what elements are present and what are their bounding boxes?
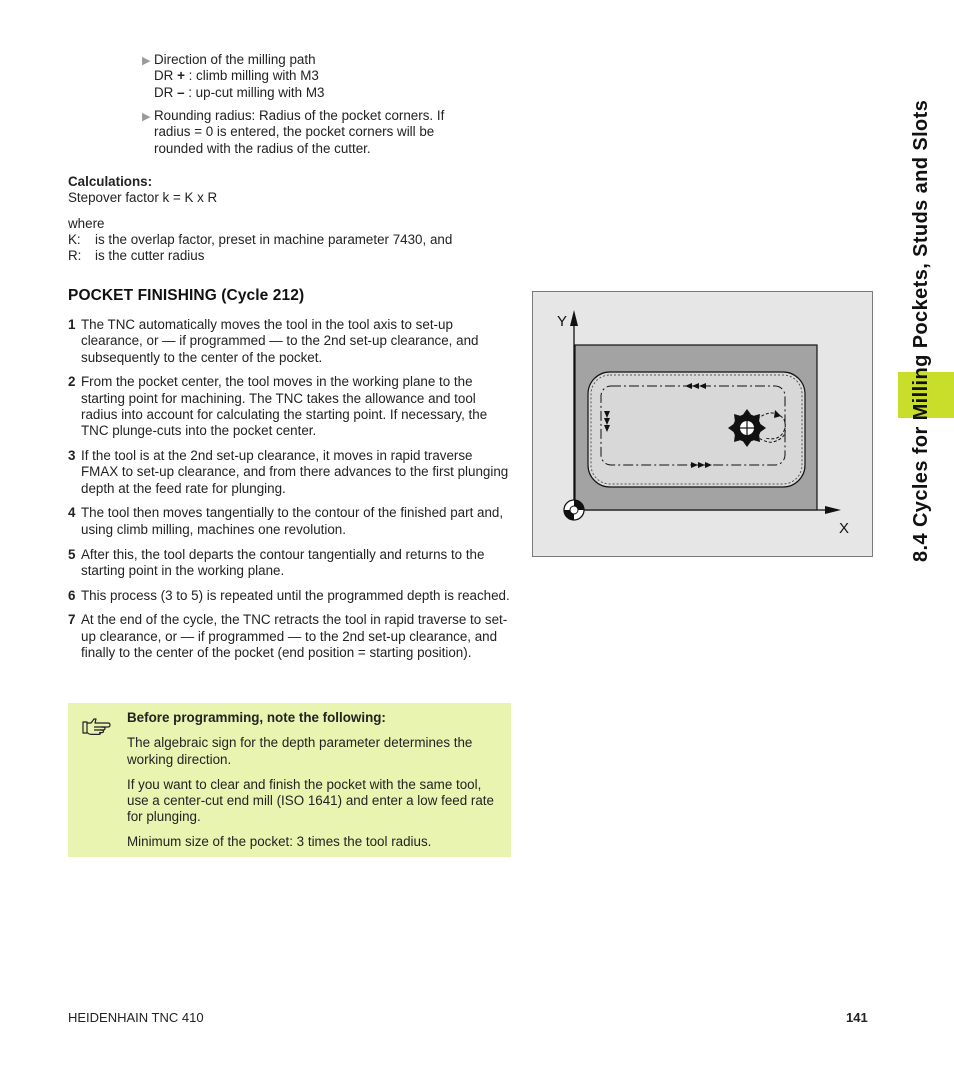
x-axis-arrow [825,506,841,514]
pointing-hand-icon [81,713,111,735]
y-axis-label: Y [557,313,568,330]
step-number: 4 [68,505,76,521]
step-item [68,317,512,366]
step-item [68,448,512,497]
step-number: 5 [68,546,76,562]
footer-product: HEIDENHAIN TNC 410 [68,1010,204,1025]
step-item [68,374,512,439]
step-number: 3 [68,448,76,464]
x-axis-label: X [839,520,850,537]
y-axis-arrow [570,310,578,326]
note-paragraph-2: If you want to clear and finish the pocket with the same tool, use a center-cut end mill (ISO 1641) and enter a low feed rate for plunging. [127,776,494,825]
step-text: After this, the tool departs the contour tangentially and returns to the starting point in the working plane. [81,546,485,578]
bullet-arrow-icon: ▶ [142,111,151,123]
step-number: 6 [68,587,76,603]
page-number: 141 [846,1010,868,1025]
calculations-k: K: is the overlap factor, preset in machine parameter 7430, and [68,231,453,247]
pocket [588,372,805,487]
pocket-finishing-figure [532,291,873,557]
step-number: 2 [68,374,76,390]
step-text: This process (3 to 5) is repeated until the programmed depth is reached. [81,587,510,603]
step-text: The tool then moves tangentially to the contour of the finished part and, using climb milling, machines one revolution. [81,505,504,537]
calculations-heading: Calculations: [68,174,153,189]
step-number: 7 [68,612,76,628]
note-heading: Before programming, note the following: [127,710,386,725]
step-item [68,505,512,538]
note-paragraph-1: The algebraic sign for the depth parameter determines the working direction. [127,735,473,767]
bullet-direction [142,52,487,101]
section-title: POCKET FINISHING (Cycle 212) [68,287,305,304]
step-number: 1 [68,317,76,332]
step-item [68,612,512,661]
step-item [68,588,512,604]
direction-line1: Direction of the milling path [154,52,316,67]
calculations-block [68,174,498,264]
calculations-r: R: is the cutter radius [68,248,205,264]
steps-list [68,317,512,670]
step-text: From the pocket center, the tool moves in the working plane to the starting point for machining. The TNC takes the allowance and tool radius into account for calculating the starting point. If necessary, the TNC plunge-cuts into the pocket center. [81,374,488,439]
step-text: At the end of the cycle, the TNC retracts the tool in rapid traverse to set-up clearance, or — if programmed — to the 2nd set-up clearance, and finally to the center of the pocket (end position = starting position). [81,612,508,661]
note-paragraph-3: Minimum size of the pocket: 3 times the tool radius. [127,834,432,850]
direction-line3: DR – : up-cut milling with M3 [154,84,325,100]
step-text: If the tool is at the 2nd set-up clearance, it moves in rapid traverse FMAX to set-up clearance, and from there advances to the first plunging depth at the feed rate for plunging. [81,448,509,496]
step-text: The TNC automatically moves the tool in the tool axis to set-up clearance, or — if programmed — to the 2nd set-up clearance, and subsequently to the center of the pocket. [81,317,479,365]
note-box [68,703,511,857]
step-item [68,547,512,580]
direction-line2: DR + : climb milling with M3 [154,68,319,84]
origin-icon [564,500,584,520]
rounding-text: Rounding radius: Radius of the pocket corners. If radius = 0 is entered, the pocket corners will be rounded with the radius of the cutter. [154,108,445,156]
calculations-where: where [68,215,105,231]
bullet-rounding [142,108,487,157]
calculations-formula: Stepover factor k = K x R [68,190,218,206]
pocket-diagram [533,292,872,556]
bullet-arrow-icon: ▶ [142,55,151,67]
